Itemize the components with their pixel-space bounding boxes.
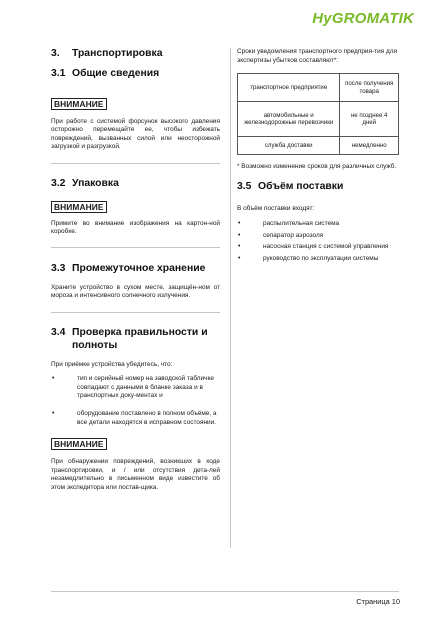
section-3-3-text: Храните устройство в сухом месте, защищён-ном от мороза и интенсивного солнечного излучения. — [51, 283, 220, 300]
page-number: Страница 10 — [356, 597, 400, 606]
table-header-cell: транспортное предприятие — [238, 74, 340, 102]
warning-label: ВНИМАНИЕ — [51, 438, 107, 450]
list-item: • насосная станция с системой управления — [238, 243, 389, 251]
table-header-row — [238, 74, 399, 102]
footnote: * Возможно изменение сроков для различных служб. — [237, 163, 397, 171]
warning-label: ВНИМАНИЕ — [51, 98, 107, 110]
table-cell: немедленно — [340, 137, 399, 155]
divider — [51, 247, 220, 248]
delivery-list — [237, 220, 400, 263]
section-3-5-intro: В объём поставки входят: — [237, 204, 315, 212]
divider — [51, 312, 220, 313]
warning-label: ВНИМАНИЕ — [51, 201, 107, 213]
table-cell: служба доставки — [238, 137, 340, 155]
check-list — [51, 375, 220, 427]
table-cell: не позднее 4 дней — [340, 102, 399, 137]
list-item: • распылительная система — [238, 220, 340, 228]
section-3-4-intro: При приёмке устройства убедитесь, что: — [51, 360, 173, 368]
section-3-2-heading: 3.2 Упаковка — [51, 177, 119, 189]
section-3-1-heading: 3.1 Общие сведения — [51, 67, 160, 79]
column-divider — [230, 48, 231, 548]
footer-divider — [51, 591, 399, 592]
table-row — [238, 137, 399, 155]
left-column — [51, 48, 220, 492]
right-column — [237, 48, 400, 264]
list-item: • тип и серийный номер на заводской табличке совпадают с данными в бланке заказа и в транспортных доку-ментах и — [52, 375, 214, 400]
section-3-1-text: При работе с системой форсунок высокого давления осторожно перемещайте ее, чтобы избежать повреждений, вызванных силой или неосторожной загрузкой и разгрузкой. — [51, 117, 220, 151]
section-3-3-heading: 3.3 Промежуточное хранение — [51, 262, 206, 274]
section-3-4-heading: 3.4 Проверка правильности и полноты — [51, 326, 208, 351]
list-item: • руководство по эксплуатации системы — [238, 254, 379, 262]
hygromatik-logo: HyGROMATIK — [312, 10, 414, 27]
divider — [51, 163, 220, 164]
section-3-heading: 3. Транспортировка — [51, 48, 163, 59]
notice-period-table — [237, 73, 399, 155]
list-item: • оборудование поставлено в полном объёме, а все детали находятся в исправном состоянии. — [52, 409, 217, 426]
table-cell: автомобильные и железнодорожные перевозчики — [238, 102, 340, 137]
list-item: • сепаратор аэрозоля — [238, 231, 324, 239]
table-row — [238, 102, 399, 137]
notice-period-intro: Сроки уведомления транспортного предприя-тия для экспертизы убытков составляют*: — [237, 48, 397, 64]
section-3-2-text: Примите во внимание изображения на картон-ной коробке. — [51, 219, 220, 236]
section-3-5-heading: 3.5 Объём поставки — [237, 180, 344, 192]
table-header-cell: после получения товара — [340, 74, 399, 102]
section-3-4-warning-text: При обнаружении повреждений, возникших в ходе транспортировки, и / или отсутствия дета-лей незамедлительно в письменном виде известите об этом экспедитора или постав-щика. — [51, 458, 220, 491]
